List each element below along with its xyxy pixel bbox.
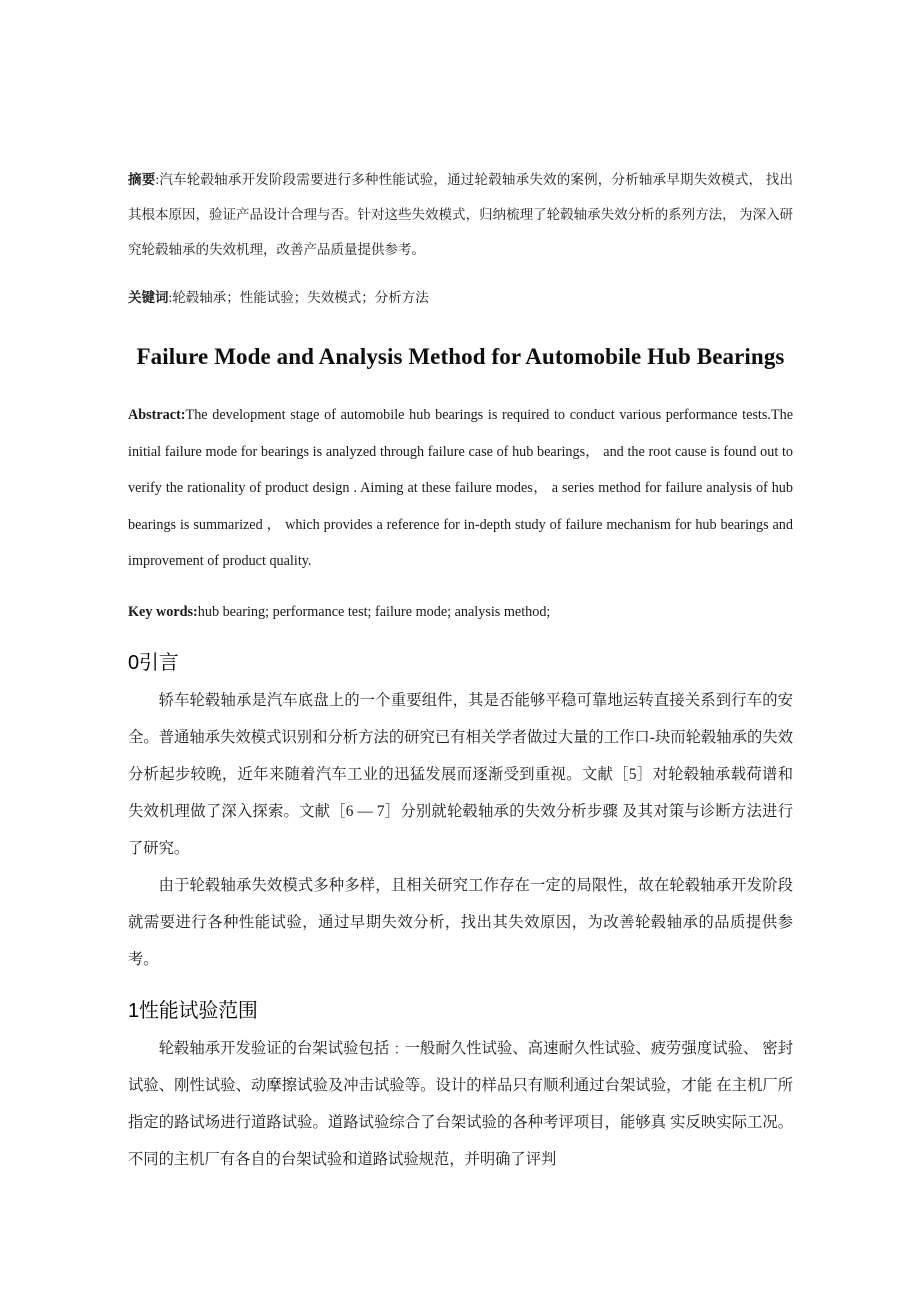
chinese-abstract [128, 162, 793, 267]
english-title: Failure Mode and Analysis Method for Automobile Hub Bearings [136, 344, 785, 369]
section-paragraph: 轿车轮毂轴承是汽车底盘上的一个重要组件，其是否能够平稳可靠地运转直接关系到行车的安全。普通轴承失效模式识别和分析方法的研究已有相关学者做过大量的工作口-玦而轮毂轴承的失效分析起步较晚，近年来随着汽车工业的迅猛发展而逐渐受到重视。文献［5］对轮毂轴承载荷谱和失效机理做了深入探索。文献［6 — 7］分别就轮毂轴承的失效分析步骤 及其对策与诊断方法进行了研究。 [128, 692, 793, 858]
chinese-keywords [128, 280, 793, 315]
chinese-abstract-body: 汽车轮毂轴承开发阶段需要进行多种性能试验，通过轮毂轴承失效的案例，分析轴承早期失效模式， 找出其根本原因，验证产品设计合理与否。针对这些失效模式，归纳梳理了轮毂轴承失效分析的系列方法， 为深入研究轮毂轴承的失效机理，改善产品质量提供参考。 [128, 171, 794, 257]
section-heading-performance-test-scope: 1性能试验范围 [128, 1000, 258, 1023]
chinese-keywords-body: 轮毂轴承；性能试验；失效模式；分析方法 [172, 290, 429, 305]
english-keywords [128, 594, 793, 631]
english-keywords-label: Key words: [128, 603, 198, 620]
chinese-keywords-separator: : [168, 290, 173, 305]
section-heading-introduction: 0引言 [128, 652, 179, 675]
english-abstract [128, 397, 793, 580]
english-abstract-label: Abstract: [128, 407, 186, 423]
chinese-abstract-label: 摘要 [128, 171, 156, 187]
chinese-abstract-separator: : [155, 171, 160, 187]
chinese-keywords-label: 关键词 [128, 290, 169, 305]
english-keywords-body: hub bearing; performance test; failure mode; analysis method; [197, 603, 551, 620]
english-abstract-body: The development stage of automobile hub bearings is required to conduct various performance tests.The initial failure mode for bearings is analyzed through failure case of hub bearings， and the root cause is found out to verify the rationality of product design . Aiming at these failure modes， a series method for failure analysis of hub bearings is summarized ， which provides a reference for in-depth study of failure mechanism for hub bearings and improvement of product quality. [128, 407, 793, 569]
section-paragraph: 由于轮毂轴承失效模式多种多样，且相关研究工作存在一定的局限性，故在轮毂轴承开发阶段就需要进行各种性能试验，通过早期失效分析，找出其失效原因，为改善轮毂轴承的品质提供参考。 [128, 877, 793, 969]
page-content [128, 148, 793, 1178]
section-paragraph: 轮毂轴承开发验证的台架试验包括﹕一般耐久性试验、高速耐久性试验、疲劳强度试验、 密封试验、刚性试验、动摩擦试验及冲击试验等。设计的样品只有顺利通过台架试验，才能 在主机厂所指定的路试场进行道路试验。道路试验综合了台架试验的各种考评项目，能够真 实反映实际工况。不同的主机厂有各自的台架试验和道路试验规范，并明确了评判 [128, 1040, 793, 1169]
